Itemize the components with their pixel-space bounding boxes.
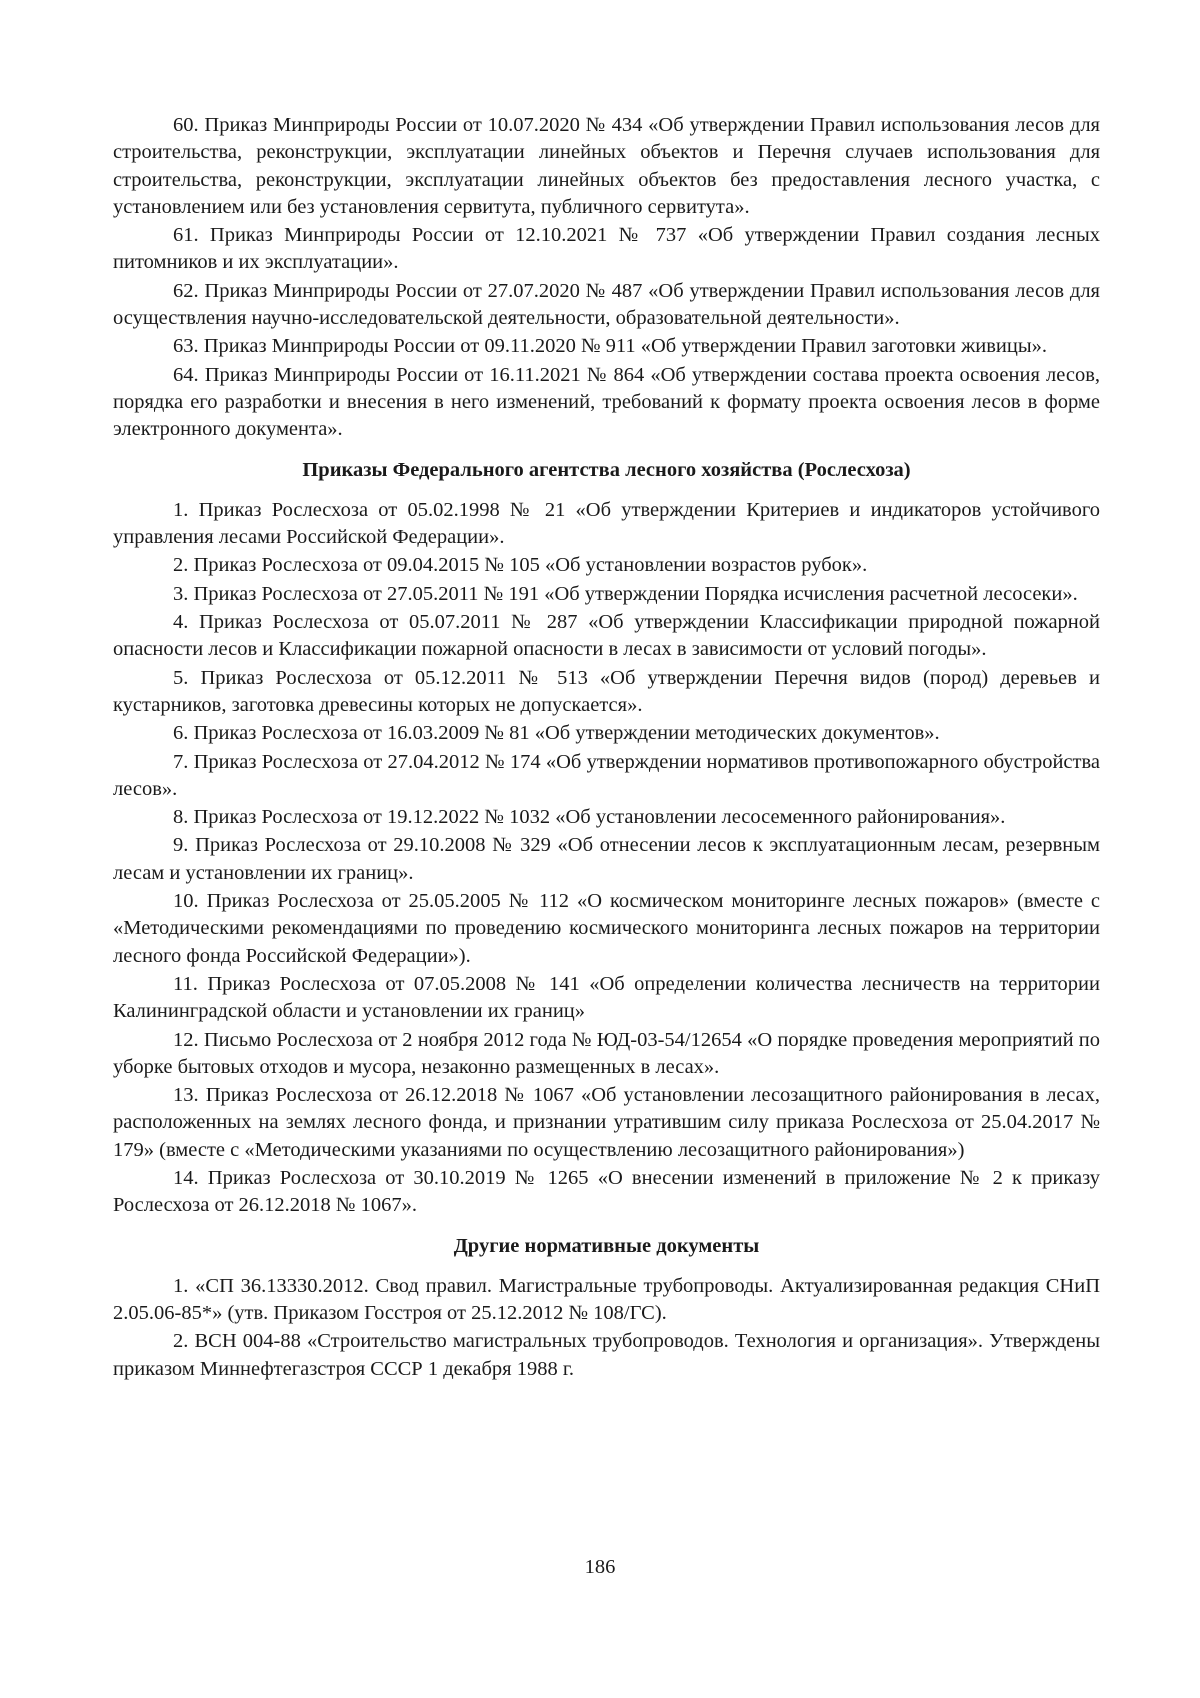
list-item: 9. Приказ Рослесхоза от 29.10.2008 № 329 «Об отнесении лесов к эксплуатационным лесам, резервным лесам и установлении их границ». xyxy=(113,834,1100,884)
list-item: 62. Приказ Минприроды России от 27.07.2020 № 487 «Об утверждении Правил использования лесов для осуществления научно-исследовательской деятельности, образовательной деятельности». xyxy=(113,279,1100,330)
list-item: 4. Приказ Рослесхоза от 05.07.2011 № 287 «Об утверждении Классификации природной пожарной опасности лесов и Классификации пожарной опасности в лесах в зависимости от условий погоды». xyxy=(113,611,1100,661)
list-item: 2. Приказ Рослесхоза от 09.04.2015 № 105 «Об установлении возрастов рубок». xyxy=(173,554,868,577)
section-heading-other-documents: Другие нормативные документы xyxy=(453,1234,760,1257)
list-item: 7. Приказ Рослесхоза от 27.04.2012 № 174 «Об утверждении нормативов противопожарного обустройства лесов». xyxy=(113,750,1100,800)
list-item: 5. Приказ Рослесхоза от 05.12.2011 № 513 «Об утверждении Перечня видов (пород) деревьев и кустарников, заготовка древесины которых не допускается». xyxy=(113,666,1100,716)
list-item: 13. Приказ Рослесхоза от 26.12.2018 № 1067 «Об установлении лесозащитного районирования в лесах, расположенных на землях лесного фонда, и признании утратившим силу приказа Рослесхоза от 25.04.2017 № 179» (вместе с «Методическими указаниями по осуществлению лесозащитного районирования») xyxy=(113,1084,1100,1161)
list-item: 10. Приказ Рослесхоза от 25.05.2005 № 112 «О космическом мониторинге лесных пожаров» (вместе с «Методическими рекомендациями по проведению космического мониторинга лесных пожаров на территории лесного фонда Российской Федерации»). xyxy=(113,890,1100,967)
list-item: 1. «СП 36.13330.2012. Свод правил. Магистральные трубопроводы. Актуализированная редакция СНиП 2.05.06-85*» (утв. Приказом Госстроя от 25.12.2012 № 108/ГС). xyxy=(113,1274,1100,1325)
list-item: 63. Приказ Минприроды России от 09.11.2020 № 911 «Об утверждении Правил заготовки живицы». xyxy=(173,335,1048,358)
list-item: 1. Приказ Рослесхоза от 05.02.1998 № 21 «Об утверждении Критериев и индикаторов устойчивого управления лесами Российской Федерации». xyxy=(113,498,1100,549)
list-item: 12. Письмо Рослесхоза от 2 ноября 2012 года № ЮД-03-54/12654 «О порядке проведения мероприятий по уборке бытовых отходов и мусора, незаконно размещенных в лесах». xyxy=(113,1028,1100,1078)
list-item: 64. Приказ Минприроды России от 16.11.2021 № 864 «Об утверждении состава проекта освоения лесов, порядка его разработки и внесения в него изменений, требований к формату проекта освоения лесов в форме электронного документа». xyxy=(113,363,1100,441)
page-number: 186 xyxy=(584,1556,616,1578)
list-item: 11. Приказ Рослесхоза от 07.05.2008 № 141 «Об определении количества лесничеств на территории Калининградской области и установлении их границ» xyxy=(113,972,1100,1023)
list-item: 61. Приказ Минприроды России от 12.10.2021 № 737 «Об утверждении Правил создания лесных питомников и их эксплуатации». xyxy=(113,224,1100,274)
document-page xyxy=(113,112,1100,1384)
list-item: 3. Приказ Рослесхоза от 27.05.2011 № 191 «Об утверждении Порядка исчисления расчетной лесосеки». xyxy=(173,582,1078,605)
section-heading-rosleshoz: Приказы Федерального агентства лесного хозяйства (Рослесхоза) xyxy=(302,458,911,481)
list-item: 60. Приказ Минприроды России от 10.07.2020 № 434 «Об утверждении Правил использования лесов для строительства, реконструкции, эксплуатации линейных объектов и Перечня случаев использования для строительства, реконструкции, эксплуатации линейных объектов без предоставления лесного участка, с установлением или без установления сервитута, публичного сервитута». xyxy=(113,114,1100,218)
list-item: 8. Приказ Рослесхоза от 19.12.2022 № 1032 «Об установлении лесосеменного районирования». xyxy=(173,806,1006,829)
list-item: 14. Приказ Рослесхоза от 30.10.2019 № 1265 «О внесении изменений в приложение № 2 к приказу Рослесхоза от 26.12.2018 № 1067». xyxy=(113,1166,1100,1217)
list-item: 6. Приказ Рослесхоза от 16.03.2009 № 81 «Об утверждении методических документов». xyxy=(173,722,940,745)
list-item: 2. ВСН 004-88 «Строительство магистральных трубопроводов. Технология и организация». Утверждены приказом Миннефтегазстроя СССР 1 декабря 1988 г. xyxy=(113,1330,1100,1380)
